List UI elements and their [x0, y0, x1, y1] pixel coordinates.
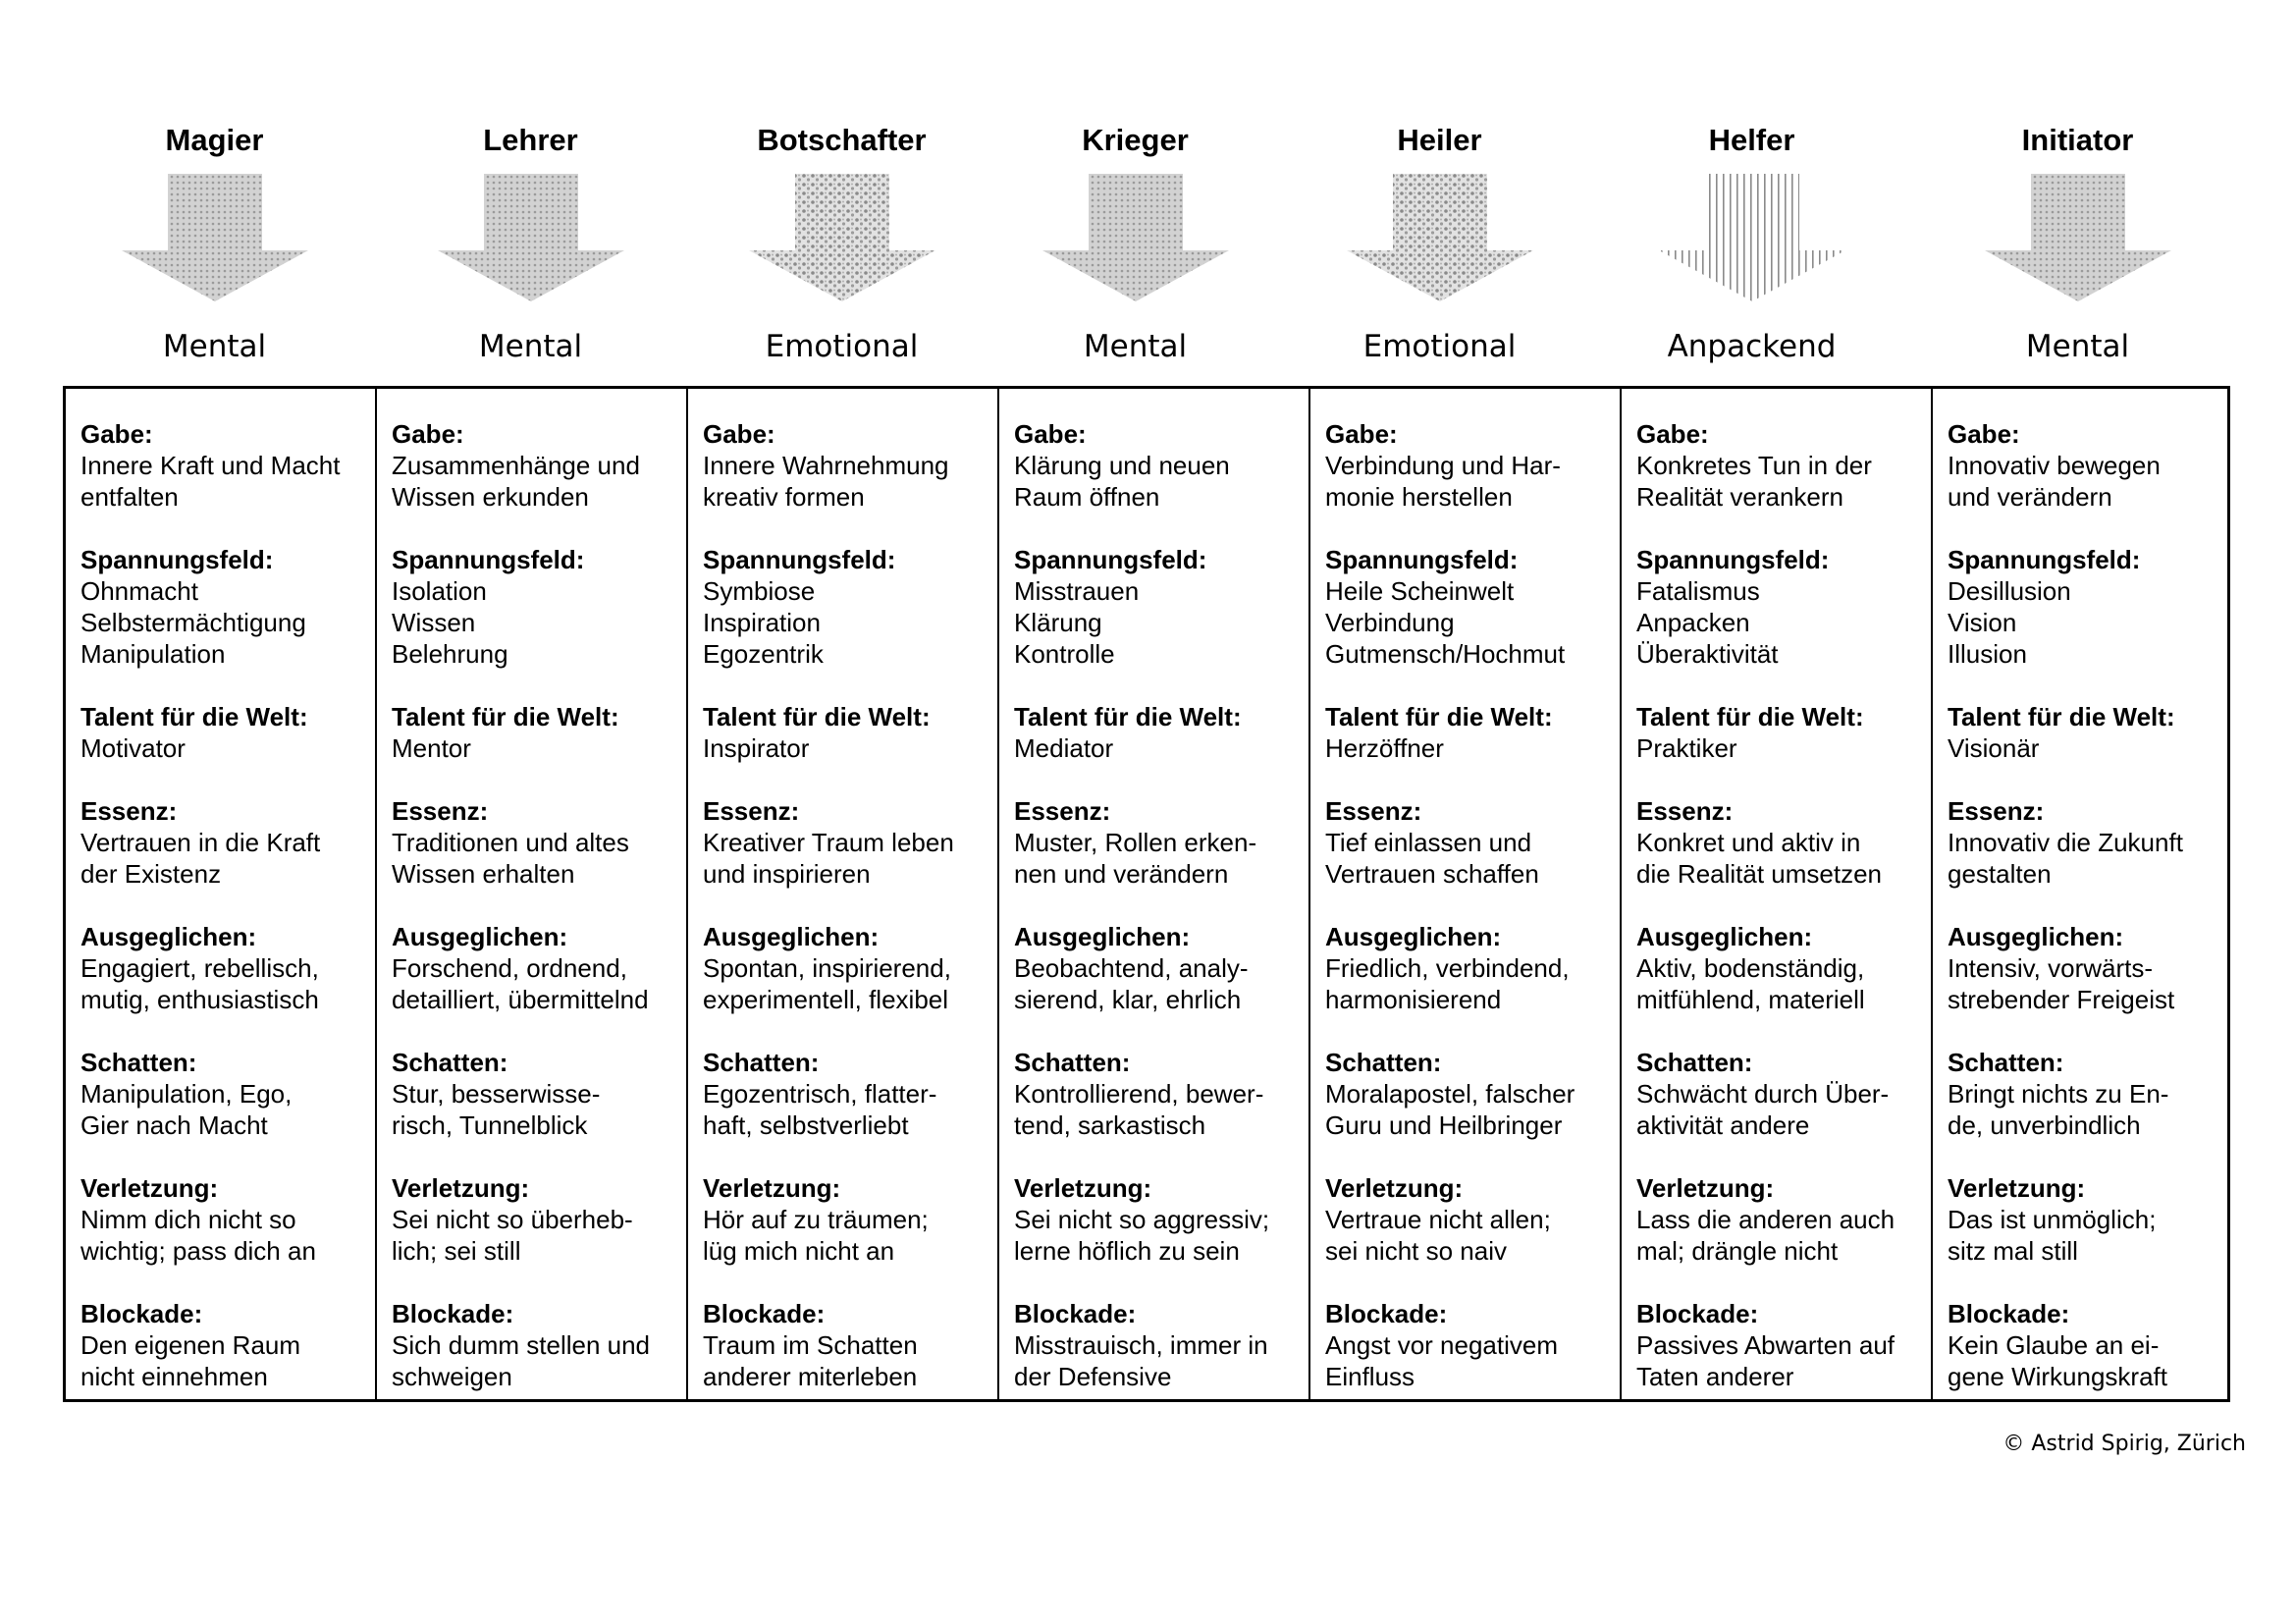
- trait-label: Verletzung:: [80, 1173, 219, 1203]
- trait-section: [703, 544, 997, 670]
- trait-label: Blockade:: [80, 1299, 203, 1328]
- trait-text: Sei nicht so überheb-: [392, 1205, 633, 1234]
- trait-text: der Existenz: [80, 859, 222, 889]
- trait-text: Kreativer Traum leben: [703, 828, 954, 857]
- trait-text: Einfluss: [1325, 1362, 1415, 1391]
- trait-text: Wissen erkunden: [392, 482, 589, 512]
- trait-text: Vertrauen schaffen: [1325, 859, 1539, 889]
- archetype-type: Mental: [1083, 329, 1188, 364]
- trait-text: Mediator: [1014, 733, 1114, 763]
- trait-label: Ausgeglichen:: [1948, 922, 2124, 951]
- trait-text: Forschend, ordnend,: [392, 953, 627, 983]
- trait-section: [1325, 795, 1620, 890]
- trait-label: Ausgeglichen:: [703, 922, 880, 951]
- trait-label: Schatten:: [703, 1048, 820, 1077]
- trait-label: Verletzung:: [703, 1173, 841, 1203]
- trait-section: [392, 1047, 686, 1141]
- archetype-column: [1622, 389, 1933, 1399]
- trait-section: [1014, 544, 1308, 670]
- trait-text: Überaktivität: [1636, 639, 1779, 669]
- trait-text: nicht einnehmen: [80, 1362, 268, 1391]
- trait-text: Tief einlassen und: [1325, 828, 1532, 857]
- trait-section: [1014, 1172, 1308, 1267]
- trait-section: [392, 701, 686, 764]
- trait-label: Gabe:: [1948, 419, 2020, 449]
- trait-label: Blockade:: [1014, 1299, 1137, 1328]
- trait-section: [80, 1172, 375, 1267]
- trait-text: Den eigenen Raum: [80, 1330, 301, 1360]
- trait-section: [1636, 1172, 1931, 1267]
- archetype-type: Mental: [2025, 329, 2130, 364]
- trait-section: [80, 1298, 375, 1392]
- trait-label: Talent für die Welt:: [80, 702, 308, 731]
- trait-label: Gabe:: [703, 419, 775, 449]
- trait-label: Essenz:: [1325, 796, 1422, 826]
- trait-section: [1948, 1298, 2233, 1392]
- trait-text: Innovativ bewegen: [1948, 451, 2161, 480]
- trait-text: Wissen: [392, 608, 476, 637]
- trait-text: Mentor: [392, 733, 471, 763]
- trait-label: Ausgeglichen:: [1014, 922, 1191, 951]
- trait-text: Verbindung: [1325, 608, 1455, 637]
- trait-text: Isolation: [392, 576, 487, 606]
- archetype-header: [59, 113, 370, 378]
- trait-text: Spontan, inspirierend,: [703, 953, 951, 983]
- trait-section: [703, 701, 997, 764]
- trait-label: Ausgeglichen:: [80, 922, 257, 951]
- trait-section: [80, 544, 375, 670]
- trait-text: wichtig; pass dich an: [80, 1236, 316, 1266]
- trait-text: Innovativ die Zukunft: [1948, 828, 2183, 857]
- trait-label: Gabe:: [1014, 419, 1087, 449]
- trait-section: [1014, 418, 1308, 513]
- archetype-header-row: [63, 113, 2230, 378]
- trait-label: Schatten:: [80, 1048, 197, 1077]
- trait-label: Essenz:: [1948, 796, 2045, 826]
- trait-section: [1636, 1047, 1931, 1141]
- trait-label: Ausgeglichen:: [392, 922, 568, 951]
- trait-text: Egozentrisch, flatter-: [703, 1079, 937, 1109]
- trait-section: [1948, 701, 2233, 764]
- trait-label: Spannungsfeld:: [80, 545, 274, 574]
- speckled-arrow-down-icon: [749, 174, 935, 301]
- trait-label: Essenz:: [703, 796, 800, 826]
- trait-section: [1636, 701, 1931, 764]
- trait-text: Motivator: [80, 733, 186, 763]
- trait-label: Spannungsfeld:: [392, 545, 585, 574]
- trait-text: aktivität andere: [1636, 1110, 1810, 1140]
- trait-section: [703, 921, 997, 1015]
- trait-section: [392, 544, 686, 670]
- trait-text: Vertrauen in die Kraft: [80, 828, 321, 857]
- trait-text: lüg mich nicht an: [703, 1236, 895, 1266]
- trait-text: und inspirieren: [703, 859, 871, 889]
- trait-text: gene Wirkungskraft: [1948, 1362, 2167, 1391]
- trait-text: Vertraue nicht allen;: [1325, 1205, 1551, 1234]
- trait-text: Egozentrik: [703, 639, 824, 669]
- trait-section: [1325, 921, 1620, 1015]
- archetype-header: [1596, 113, 1907, 378]
- archetype-name: Krieger: [1082, 123, 1189, 157]
- trait-text: Herzöffner: [1325, 733, 1444, 763]
- trait-section: [1948, 921, 2233, 1015]
- trait-section: [1636, 1298, 1931, 1392]
- trait-text: Konkret und aktiv in: [1636, 828, 1861, 857]
- trait-label: Spannungsfeld:: [1325, 545, 1519, 574]
- archetype-column: [66, 389, 377, 1399]
- trait-label: Schatten:: [1948, 1048, 2064, 1077]
- trait-section: [1014, 1298, 1308, 1392]
- trait-text: Innere Wahrnehmung: [703, 451, 949, 480]
- trait-label: Gabe:: [392, 419, 464, 449]
- archetype-column: [377, 389, 688, 1399]
- trait-label: Schatten:: [1636, 1048, 1753, 1077]
- trait-text: der Defensive: [1014, 1362, 1172, 1391]
- trait-section: [1325, 1172, 1620, 1267]
- trait-label: Talent für die Welt:: [703, 702, 931, 731]
- trait-label: Spannungsfeld:: [1948, 545, 2141, 574]
- trait-text: Kontrollierend, bewer-: [1014, 1079, 1264, 1109]
- trait-text: Anpacken: [1636, 608, 1750, 637]
- trait-label: Blockade:: [703, 1299, 826, 1328]
- trait-text: risch, Tunnelblick: [392, 1110, 588, 1140]
- trait-text: sierend, klar, ehrlich: [1014, 985, 1242, 1014]
- trait-label: Verletzung:: [1636, 1173, 1775, 1203]
- trait-label: Gabe:: [1636, 419, 1709, 449]
- trait-text: Zusammenhänge und: [392, 451, 640, 480]
- trait-section: [80, 701, 375, 764]
- trait-text: Guru und Heilbringer: [1325, 1110, 1563, 1140]
- trait-section: [392, 1298, 686, 1392]
- trait-text: Traum im Schatten: [703, 1330, 918, 1360]
- trait-section: [1636, 418, 1931, 513]
- trait-text: mutig, enthusiastisch: [80, 985, 319, 1014]
- trait-text: Ohnmacht: [80, 576, 198, 606]
- trait-section: [80, 418, 375, 513]
- trait-text: anderer miterleben: [703, 1362, 918, 1391]
- trait-section: [1014, 1047, 1308, 1141]
- trait-text: Klärung: [1014, 608, 1102, 637]
- dotted-arrow-down-icon: [1985, 174, 2171, 301]
- trait-label: Essenz:: [1636, 796, 1734, 826]
- trait-text: sitz mal still: [1948, 1236, 2078, 1266]
- trait-text: Symbiose: [703, 576, 816, 606]
- archetype-name: Heiler: [1397, 123, 1482, 157]
- trait-text: Fatalismus: [1636, 576, 1760, 606]
- trait-label: Essenz:: [392, 796, 489, 826]
- trait-text: gestalten: [1948, 859, 2052, 889]
- trait-section: [1948, 1047, 2233, 1141]
- dotted-arrow-down-icon: [1042, 174, 1229, 301]
- archetype-header: [375, 113, 686, 378]
- trait-label: Essenz:: [1014, 796, 1111, 826]
- trait-text: Wissen erhalten: [392, 859, 575, 889]
- trait-section: [1948, 1172, 2233, 1267]
- trait-section: [1325, 701, 1620, 764]
- trait-section: [1325, 1047, 1620, 1141]
- trait-section: [1636, 544, 1931, 670]
- trait-section: [392, 795, 686, 890]
- archetype-type: Anpackend: [1667, 329, 1837, 364]
- trait-text: mitfühlend, materiell: [1636, 985, 1865, 1014]
- trait-label: Schatten:: [392, 1048, 508, 1077]
- copyright-notice: © Astrid Spirig, Zürich: [2002, 1432, 2246, 1456]
- trait-text: Nimm dich nicht so: [80, 1205, 296, 1234]
- trait-text: Bringt nichts zu En-: [1948, 1079, 2169, 1109]
- trait-text: Konkretes Tun in der: [1636, 451, 1872, 480]
- speckled-arrow-down-icon: [1347, 174, 1533, 301]
- trait-text: detailliert, übermittelnd: [392, 985, 649, 1014]
- trait-label: Ausgeglichen:: [1636, 922, 1813, 951]
- trait-label: Blockade:: [392, 1299, 514, 1328]
- trait-text: Misstrauisch, immer in: [1014, 1330, 1268, 1360]
- trait-label: Verletzung:: [1948, 1173, 2086, 1203]
- trait-section: [1325, 1298, 1620, 1392]
- trait-text: die Realität umsetzen: [1636, 859, 1883, 889]
- trait-text: Klärung und neuen: [1014, 451, 1230, 480]
- trait-section: [1636, 921, 1931, 1015]
- archetype-column: [1310, 389, 1622, 1399]
- archetype-name: Lehrer: [483, 123, 578, 157]
- trait-text: Visionär: [1948, 733, 2040, 763]
- trait-text: Inspiration: [703, 608, 821, 637]
- trait-section: [703, 1047, 997, 1141]
- trait-text: Aktiv, bodenständig,: [1636, 953, 1865, 983]
- trait-text: Verbindung und Har-: [1325, 451, 1561, 480]
- trait-text: experimentell, flexibel: [703, 985, 949, 1014]
- trait-label: Spannungsfeld:: [1636, 545, 1830, 574]
- trait-section: [1948, 795, 2233, 890]
- trait-section: [80, 921, 375, 1015]
- trait-text: Misstrauen: [1014, 576, 1140, 606]
- archetype-type: Mental: [162, 329, 267, 364]
- trait-text: Gutmensch/Hochmut: [1325, 639, 1566, 669]
- trait-label: Talent für die Welt:: [1636, 702, 1864, 731]
- trait-text: Das ist unmöglich;: [1948, 1205, 2157, 1234]
- archetype-column: [999, 389, 1310, 1399]
- trait-text: haft, selbstverliebt: [703, 1110, 909, 1140]
- trait-text: kreativ formen: [703, 482, 865, 512]
- archetype-name: Botschafter: [757, 123, 927, 157]
- archetype-name: Helfer: [1708, 123, 1795, 157]
- trait-text: Traditionen und altes: [392, 828, 629, 857]
- trait-section: [703, 418, 997, 513]
- trait-text: de, unverbindlich: [1948, 1110, 2141, 1140]
- trait-text: Kontrolle: [1014, 639, 1115, 669]
- trait-section: [392, 921, 686, 1015]
- trait-text: Manipulation, Ego,: [80, 1079, 293, 1109]
- trait-text: Engagiert, rebellisch,: [80, 953, 319, 983]
- dotted-arrow-down-icon: [122, 174, 308, 301]
- trait-text: Moralapostel, falscher: [1325, 1079, 1575, 1109]
- trait-text: Hör auf zu träumen;: [703, 1205, 929, 1234]
- trait-section: [1325, 544, 1620, 670]
- trait-label: Blockade:: [1325, 1299, 1448, 1328]
- trait-text: Kein Glaube an ei-: [1948, 1330, 2160, 1360]
- archetype-header: [686, 113, 997, 378]
- trait-label: Verletzung:: [392, 1173, 530, 1203]
- trait-section: [1948, 418, 2233, 513]
- trait-label: Talent für die Welt:: [392, 702, 619, 731]
- archetype-column: [1933, 389, 2233, 1399]
- trait-label: Talent für die Welt:: [1948, 702, 2175, 731]
- trait-label: Talent für die Welt:: [1325, 702, 1553, 731]
- archetype-name: Magier: [165, 123, 264, 157]
- trait-section: [703, 795, 997, 890]
- trait-text: Vision: [1948, 608, 2017, 637]
- trait-text: sei nicht so naiv: [1325, 1236, 1507, 1266]
- trait-section: [392, 418, 686, 513]
- trait-section: [703, 1298, 997, 1392]
- trait-section: [703, 1172, 997, 1267]
- archetype-table: [63, 386, 2230, 1402]
- archetype-column: [688, 389, 999, 1399]
- trait-text: schweigen: [392, 1362, 512, 1391]
- trait-text: Intensiv, vorwärts-: [1948, 953, 2154, 983]
- trait-section: [1325, 418, 1620, 513]
- trait-label: Spannungsfeld:: [1014, 545, 1207, 574]
- trait-text: Friedlich, verbindend,: [1325, 953, 1570, 983]
- trait-text: tend, sarkastisch: [1014, 1110, 1206, 1140]
- trait-text: Beobachtend, analy-: [1014, 953, 1249, 983]
- trait-text: mal; drängle nicht: [1636, 1236, 1839, 1266]
- trait-section: [1948, 544, 2233, 670]
- dotted-arrow-down-icon: [438, 174, 624, 301]
- trait-text: Sei nicht so aggressiv;: [1014, 1205, 1270, 1234]
- trait-text: Angst vor negativem: [1325, 1330, 1559, 1360]
- trait-text: nen und verändern: [1014, 859, 1229, 889]
- trait-text: lich; sei still: [392, 1236, 521, 1266]
- trait-text: Schwächt durch Über-: [1636, 1079, 1890, 1109]
- trait-text: strebender Freigeist: [1948, 985, 2175, 1014]
- archetype-name: Initiator: [2021, 123, 2134, 157]
- trait-section: [1014, 921, 1308, 1015]
- trait-label: Gabe:: [1325, 419, 1398, 449]
- trait-section: [80, 795, 375, 890]
- trait-label: Blockade:: [1636, 1299, 1759, 1328]
- trait-text: Innere Kraft und Macht: [80, 451, 341, 480]
- trait-text: Raum öffnen: [1014, 482, 1160, 512]
- trait-section: [80, 1047, 375, 1141]
- trait-text: Muster, Rollen erken-: [1014, 828, 1257, 857]
- trait-section: [1014, 701, 1308, 764]
- striped-arrow-down-icon: [1659, 174, 1845, 301]
- trait-text: Heile Scheinwelt: [1325, 576, 1515, 606]
- trait-text: monie herstellen: [1325, 482, 1513, 512]
- trait-text: Lass die anderen auch: [1636, 1205, 1896, 1234]
- trait-label: Talent für die Welt:: [1014, 702, 1242, 731]
- trait-text: Passives Abwarten auf: [1636, 1330, 1896, 1360]
- trait-label: Ausgeglichen:: [1325, 922, 1502, 951]
- trait-text: Gier nach Macht: [80, 1110, 268, 1140]
- archetype-type: Emotional: [1362, 329, 1517, 364]
- trait-label: Essenz:: [80, 796, 178, 826]
- trait-text: Taten anderer: [1636, 1362, 1794, 1391]
- trait-label: Gabe:: [80, 419, 153, 449]
- trait-section: [1636, 795, 1931, 890]
- trait-label: Spannungsfeld:: [703, 545, 896, 574]
- trait-text: Selbstermächtigung: [80, 608, 306, 637]
- trait-text: lerne höflich zu sein: [1014, 1236, 1240, 1266]
- trait-label: Verletzung:: [1014, 1173, 1152, 1203]
- trait-text: und verändern: [1948, 482, 2112, 512]
- trait-text: Stur, besserwisse-: [392, 1079, 601, 1109]
- trait-text: entfalten: [80, 482, 179, 512]
- trait-section: [392, 1172, 686, 1267]
- trait-label: Schatten:: [1014, 1048, 1131, 1077]
- trait-text: harmonisierend: [1325, 985, 1502, 1014]
- trait-text: Praktiker: [1636, 733, 1737, 763]
- trait-label: Verletzung:: [1325, 1173, 1464, 1203]
- trait-text: Sich dumm stellen und: [392, 1330, 651, 1360]
- trait-text: Realität verankern: [1636, 482, 1843, 512]
- trait-section: [1014, 795, 1308, 890]
- trait-text: Desillusion: [1948, 576, 2071, 606]
- trait-text: Belehrung: [392, 639, 508, 669]
- trait-label: Schatten:: [1325, 1048, 1442, 1077]
- archetype-header: [1922, 113, 2233, 378]
- archetype-header: [980, 113, 1291, 378]
- trait-text: Illusion: [1948, 639, 2027, 669]
- archetype-type: Mental: [478, 329, 583, 364]
- archetype-header: [1284, 113, 1595, 378]
- trait-text: Manipulation: [80, 639, 226, 669]
- trait-text: Inspirator: [703, 733, 810, 763]
- trait-label: Blockade:: [1948, 1299, 2070, 1328]
- archetype-type: Emotional: [765, 329, 919, 364]
